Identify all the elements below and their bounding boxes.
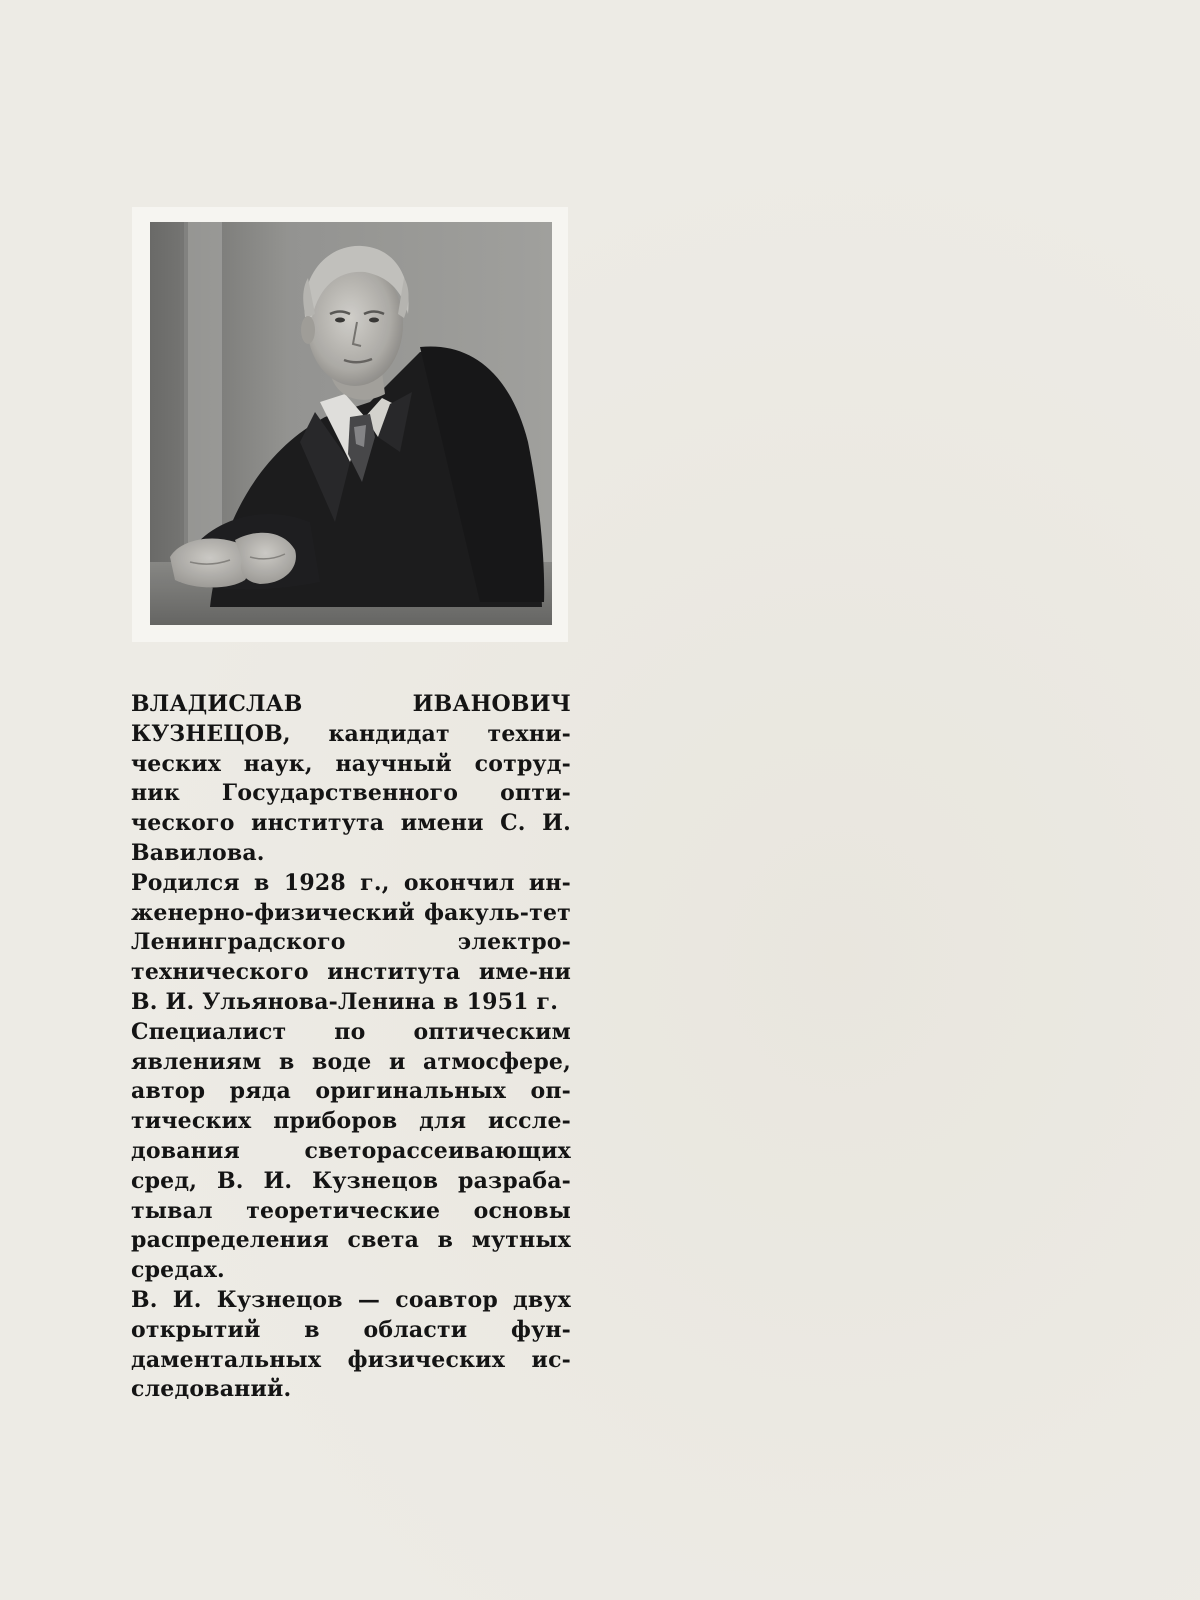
biography-text [131,690,571,1405]
portrait-photo-frame [132,207,568,642]
portrait-illustration [150,222,552,625]
portrait-photo [150,222,552,625]
bio-paragraph-1: ВЛАДИСЛАВ ИВАНОВИЧ КУЗНЕЦОВ, кандидат техни-ческих наук, научный сотруд-ник Государственного опти-ческого института имени С. И. Вавилова. [131,691,571,866]
bio-paragraph-3: Специалист по оптическим явлениям в воде и атмосфере, автор ряда оригинальных оп-тических приборов для иссле-дования светорассеивающих сред, В. И. Кузнецов разраба-тывал теоретические основы распределения света в мутных средах. [131,1018,571,1284]
bio-paragraph-2: Родился в 1928 г., окончил ин-женерно-физический факуль-тет Ленинградского электро-технического института име-ни В. И. Ульянова-Ленина в 1951 г. [131,869,571,1015]
bio-paragraph-4: В. И. Кузнецов — соавтор двух открытий в области фун-даментальных физических ис-следований. [131,1286,571,1403]
